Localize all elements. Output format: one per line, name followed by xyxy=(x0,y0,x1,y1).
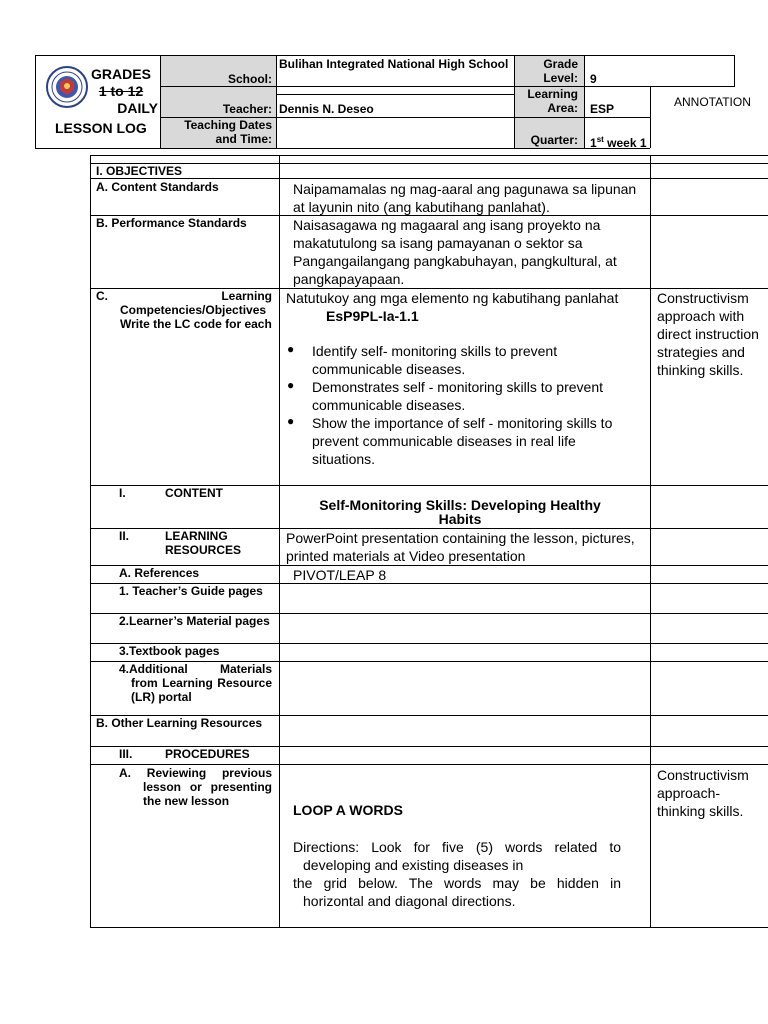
other-resources-label: B. Other Learning Resources xyxy=(96,716,263,730)
bullet-icon: ● xyxy=(287,414,295,428)
objectives-annotation: Constructivism approach with direct instruction strategies and thinking skills. xyxy=(657,290,759,378)
content-standards-text: Naipamamalas ng mag-aaral ang pagunawa sa lipunan at layunin nito (ang kabutihang panlahat). xyxy=(293,181,637,215)
resources-label-num: II. xyxy=(119,529,130,543)
teaching-dates-label: Teaching Dates and Time: xyxy=(184,118,272,146)
resources-label: LEARNING RESOURCES xyxy=(165,529,242,557)
bullet-icon: ● xyxy=(287,378,295,392)
content-title: Self-Monitoring Skills: Developing Healthy Habits xyxy=(319,497,601,527)
objectives-heading: I. OBJECTIVES xyxy=(96,164,183,178)
competencies-label: C. Learning Competencies/Objectives Write the LC code for each xyxy=(96,289,272,331)
directions-text-1: Directions: Look for five (5) words related to developing and existing diseases in xyxy=(293,839,621,873)
content-standards-label: A. Content Standards xyxy=(96,180,219,194)
reviewing-label: A. Reviewing previous lesson or presenting the new lesson xyxy=(119,766,272,808)
school-label: School: xyxy=(228,72,272,86)
grades-title: GRADES xyxy=(91,66,151,82)
procedures-label: PROCEDURES xyxy=(165,747,250,761)
quarter-label: Quarter: xyxy=(530,133,578,147)
performance-standards-text: Naisasagawa ng magaaral ang isang proyekto na makatutulong sa isang pamayanan o sektor sa Pangangailangang pangkabuhayan, pangkultural, at pangkapayapaan. xyxy=(293,217,617,287)
bullet-icon: ● xyxy=(287,342,295,356)
learning-area-value: ESP xyxy=(590,102,615,116)
performance-standards-label: B. Performance Standards xyxy=(96,216,247,230)
grade-level-label: Grade Level: xyxy=(543,57,578,85)
references-value: PIVOT/LEAP 8 xyxy=(293,567,387,583)
quarter-value: 1st week 1 xyxy=(590,135,647,150)
teacher-value: Dennis N. Deseo xyxy=(279,102,374,116)
grade-level-value: 9 xyxy=(590,72,597,86)
learning-area-label: Learning Area: xyxy=(527,87,578,115)
resources-text: PowerPoint presentation containing the lesson, pictures, printed materials at Video presentation xyxy=(286,530,635,564)
directions-text-2: the grid below. The words may be hidden in horizontal and diagonal directions. xyxy=(293,875,621,909)
grades-range: 1 to 12 xyxy=(98,83,144,99)
content-label: CONTENT xyxy=(165,486,223,500)
objective-bullet-2: Demonstrates self - monitoring skills to prevent communicable diseases. xyxy=(312,379,603,413)
teachers-guide-label: 1. Teacher’s Guide pages xyxy=(119,584,263,598)
school-value: Bulihan Integrated National High School xyxy=(279,57,509,71)
competencies-intro: Natutukoy ang mga elemento ng kabutihang panlahat EsP9PL-Ia-1.1 xyxy=(286,290,619,324)
procedures-annotation: Constructivism approach-thinking skills. xyxy=(657,767,749,819)
textbook-label: 3.Textbook pages xyxy=(119,644,220,658)
annotation-header: ANNOTATION xyxy=(674,95,751,109)
content-label-num: I. xyxy=(119,486,126,500)
additional-materials-label: 4.Additional Materials from Learning Resource (LR) portal xyxy=(119,662,272,704)
procedures-label-num: III. xyxy=(119,747,133,761)
teacher-label: Teacher: xyxy=(222,102,272,116)
references-label: A. References xyxy=(119,566,200,580)
daily-title: DAILY xyxy=(117,100,158,116)
learners-material-label: 2.Learner’s Material pages xyxy=(119,614,270,628)
lesson-log-title: LESSON LOG xyxy=(55,120,147,136)
objective-bullet-3: Show the importance of self - monitoring skills to prevent communicable diseases in real life situations. xyxy=(312,415,613,467)
activity-title: LOOP A WORDS xyxy=(293,802,403,818)
competency-code: EsP9PL-Ia-1.1 xyxy=(326,308,419,324)
objective-bullet-1: Identify self- monitoring skills to prevent communicable diseases. xyxy=(312,343,558,377)
